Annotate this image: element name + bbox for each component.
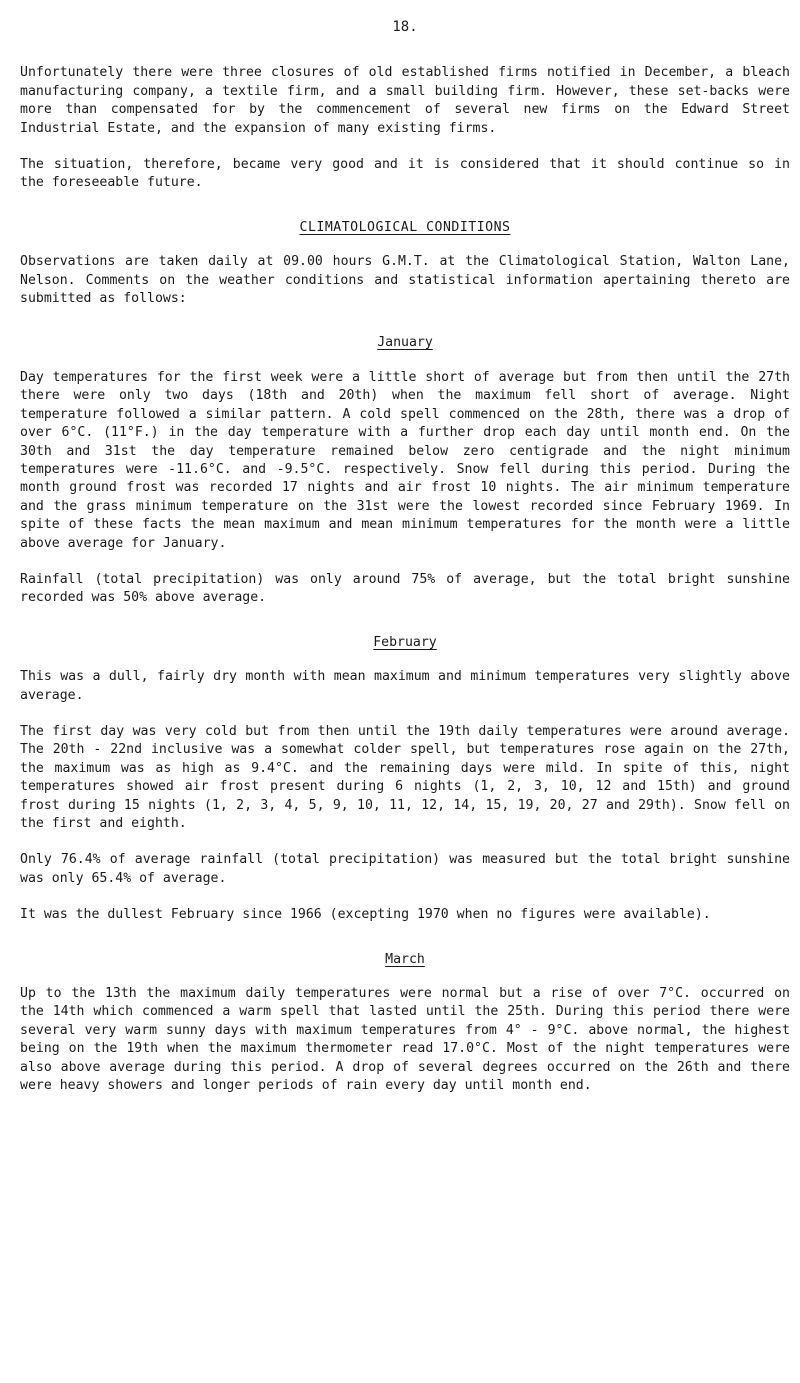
intro-paragraph-1: Unfortunately there were three closures of old established firms notified in December, a bleach manufacturing company, a textile firm, and a small building firm. However, these set-backs were more than compensated for by the commencement of several new firms on the Edward Street Industrial Estate, and the expansion of many existing firms. xyxy=(20,65,790,136)
climatological-heading-text: CLIMATOLOGICAL CONDITIONS xyxy=(299,219,511,235)
january-paragraph-1: Day temperatures for the first week were a little short of average but from then until the 27th there were only two days (18th and 20th) when the maximum fell short of average. Night temperature followed a similar pattern. A cold spell commenced on the 28th, there was a drop of over 6°C. (11°F.) in the day temperature with a further drop each day until month end. On the 30th and 31st the day temperature remained below zero centigrade and the night minimum temperatures were -11.6°C. and -9.5°C. respectively. Snow fell during this period. During the month ground frost was recorded 17 nights and air frost 10 nights. The air minimum temperature and the grass minimum temperature on the 31st were the lowest recorded since February 1969. In spite of these facts the mean maximum and mean minimum temperatures for the month were a little above average for January. xyxy=(20,369,790,551)
intro-paragraph-2: The situation, therefore, became very good and it is considered that it should continue so in the foreseeable future. xyxy=(20,157,790,191)
january-heading xyxy=(20,334,790,352)
february-heading xyxy=(20,634,790,652)
february-paragraph-2: The first day was very cold but from then until the 19th daily temperatures were around average. The 20th - 22nd inclusive was a somewhat colder spell, but temperatures rose again on the 27th, the maximum was as high as 9.4°C. and the remaining days were mild. In spite of this, night temperatures showed air frost present during 6 nights (1, 2, 3, 10, 12 and 15th) and ground frost during 15 nights (1, 2, 3, 4, 5, 9, 10, 11, 12, 14, 15, 19, 20, 27 and 29th). Snow fell on the first and eighth. xyxy=(20,723,790,831)
february-paragraph-3: Only 76.4% of average rainfall (total precipitation) was measured but the total bright sunshine was only 65.4% of average. xyxy=(20,852,790,886)
document-page xyxy=(20,18,790,1113)
february-paragraph-1: This was a dull, fairly dry month with mean maximum and minimum temperatures very slightly above average. xyxy=(20,669,790,703)
page-number: 18. xyxy=(392,19,418,35)
february-paragraph-4: It was the dullest February since 1966 (excepting 1970 when no figures were available). xyxy=(20,907,711,923)
climatological-heading xyxy=(20,219,790,237)
january-heading-text: January xyxy=(377,335,433,351)
climatological-paragraph: Observations are taken daily at 09.00 hours G.M.T. at the Climatological Station, Walton Lane, Nelson. Comments on the weather conditions and statistical information apertaining thereto are submitted as follows: xyxy=(20,254,790,307)
march-heading-text: March xyxy=(385,951,425,967)
march-heading xyxy=(20,951,790,969)
march-paragraph-1: Up to the 13th the maximum daily temperatures were normal but a rise of over 7°C. occurred on the 14th which commenced a warm spell that lasted until the 25th. During this period there were several very warm sunny days with maximum temperatures from 4° - 9°C. above normal, the highest being on the 19th when the maximum thermometer read 17.0°C. Most of the night temperatures were also above average during this period. A drop of several degrees occurred on the 26th and there were heavy showers and longer periods of rain every day until month end. xyxy=(20,986,790,1094)
january-paragraph-2: Rainfall (total precipitation) was only around 75% of average, but the total bright sunshine recorded was 50% above average. xyxy=(20,571,790,606)
february-heading-text: February xyxy=(373,634,437,650)
